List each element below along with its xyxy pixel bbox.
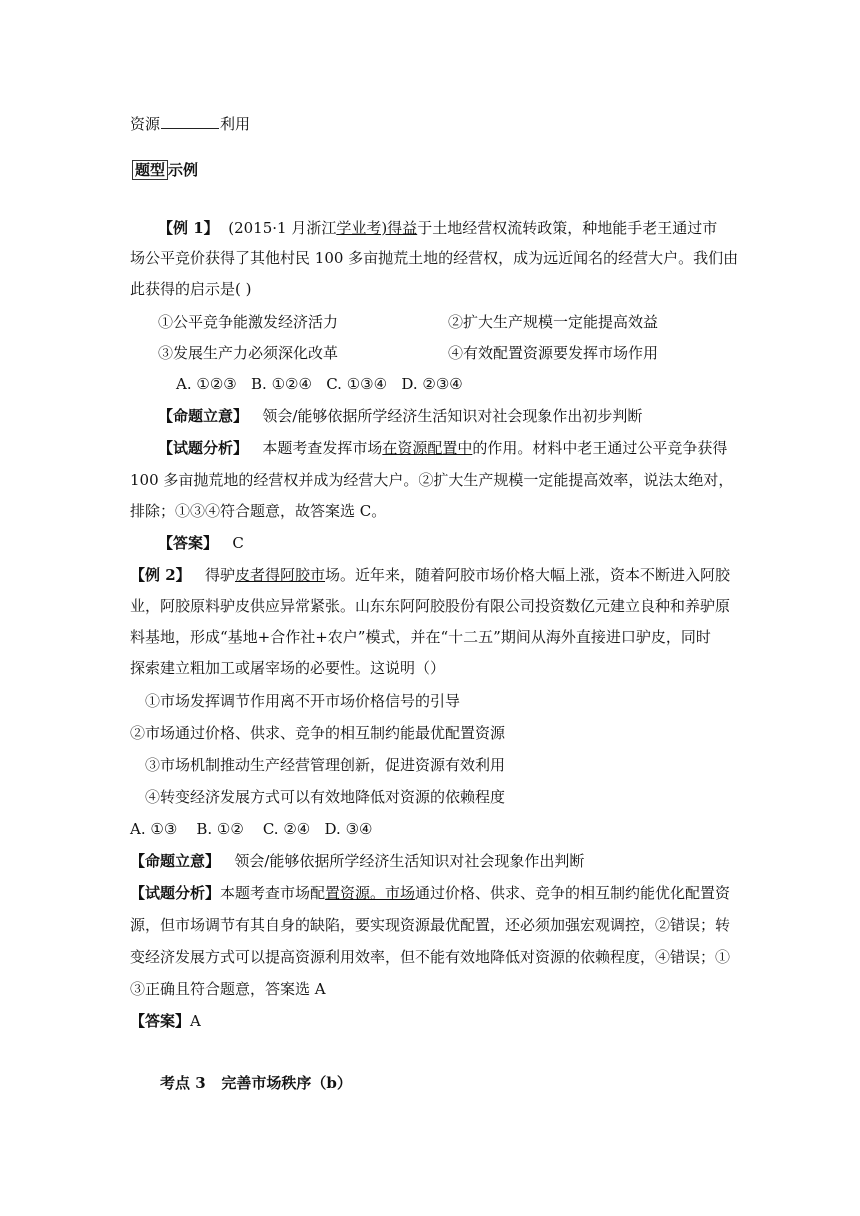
ex2-answer-tag: 【答案】 — [130, 1012, 191, 1030]
ex1-option-3: ③发展生产力必须深化改革 — [158, 344, 339, 362]
ex2-line4: 探索建立粗加工或屠宰场的必要性。这说明（） — [130, 659, 446, 677]
ex1-source-underlined: 学业考)得益 — [336, 219, 418, 237]
section-heading — [132, 160, 198, 180]
ex2-tag: 【例 2】 — [130, 566, 191, 584]
ex2-line2: 业，阿胶原料驴皮供应异常紧张。山东东阿阿胶股份有限公司投资数亿元建立良种和养驴原 — [130, 597, 731, 615]
ex1-intent-text: 领会/能够依据所学经济生活知识对社会现象作出初步判断 — [262, 407, 643, 425]
ex2-line1-b: 场。近年来，随着阿胶市场价格大幅上涨，资本不断进入阿胶 — [325, 566, 731, 584]
ex2-line1-underlined: 皮者得阿胶市 — [235, 566, 326, 584]
ex2-analysis-line2: 源，但市场调节有其自身的缺陷，要实现资源最优配置，还必须加强宏观调控，②错误；转 — [130, 916, 731, 934]
ex1-intent-tag: 【命题立意】 — [158, 407, 249, 425]
ex1-choices: A. ①②③ B. ①②④ C. ①③④ D. ②③④ — [176, 375, 463, 393]
ex2-analysis-underlined: 置资源。市场 — [325, 884, 416, 902]
ex2-intent-text: 领会/能够依据所学经济生活知识对社会现象作出判断 — [234, 852, 585, 870]
ex2-analysis-line1 — [130, 883, 730, 903]
ex2-intent-tag: 【命题立意】 — [130, 852, 221, 870]
ex2-analysis-line3: 变经济发展方式可以提高资源利用效率，但不能有效地降低对资源的依赖程度，④错误；① — [130, 948, 731, 966]
ex1-option-1: ①公平竞争能激发经济活力 — [158, 313, 339, 331]
ex1-analysis-underlined: 在资源配置中 — [382, 439, 473, 457]
ex1-analysis-line1 — [158, 438, 727, 458]
ex1-tag: 【例 1】 — [158, 219, 219, 237]
ex2-option-1: ①市场发挥调节作用离不开市场价格信号的引导 — [145, 692, 461, 710]
ex1-option-4: ④有效配置资源要发挥市场作用 — [448, 344, 659, 362]
ex2-analysis-b: 通过价格、供求、竞争的相互制约能优化配置资 — [415, 884, 731, 902]
kaodian-heading: 考点 3 完善市场秩序（b） — [160, 1074, 352, 1092]
ex2-choices: A. ①③ B. ①② C. ②④ D. ③④ — [130, 820, 373, 838]
ex2-option-4: ④转变经济发展方式可以有效地降低对资源的依赖程度 — [145, 788, 506, 806]
fill-blank — [161, 114, 219, 129]
ex1-analysis-tag: 【试题分析】 — [158, 439, 249, 457]
ex1-source: (2015·1 月浙江 — [228, 219, 337, 237]
ex1-analysis-line3: 排除；①③④符合题意，故答案选 C。 — [130, 502, 387, 520]
ex1-analysis-line2: 100 多亩抛荒地的经营权并成为经营大户。②扩大生产规模一定能提高效率，说法太绝对， — [130, 471, 734, 489]
ex1-option-2: ②扩大生产规模一定能提高效益 — [448, 313, 659, 331]
ex2-option-3: ③市场机制推动生产经营管理创新，促进资源有效利用 — [145, 756, 506, 774]
intro-before: 资源 — [130, 115, 161, 133]
ex1-line2: 场公平竞价获得了其他村民 100 多亩抛荒土地的经营权，成为远近闻名的经营大户。我们由 — [130, 249, 739, 267]
ex1-line1-rest: 于土地经营权流转政策，种地能手老王通过市 — [417, 219, 718, 237]
section-box-label: 题型 — [132, 160, 168, 180]
ex2-answer — [130, 1011, 201, 1031]
ex2-line1-a: 得驴 — [204, 566, 235, 584]
ex1-answer-tag: 【答案】 — [158, 534, 219, 552]
ex1-answer-value: C — [232, 534, 244, 552]
ex2-analysis-tag: 【试题分析】 — [130, 884, 221, 902]
ex2-answer-value: A — [190, 1012, 201, 1030]
ex2-intent — [130, 851, 584, 871]
ex1-analysis-b: 的作用。材料中老王通过公平竞争获得 — [472, 439, 728, 457]
ex2-option-2: ②市场通过价格、供求、竞争的相互制约能最优配置资源 — [130, 724, 506, 742]
ex1-intent — [158, 406, 642, 426]
intro-line — [130, 114, 250, 134]
ex2-line3: 料基地，形成“基地+合作社+农户”模式，并在“十二五”期间从海外直接进口驴皮，同时 — [130, 628, 711, 646]
ex1-line1 — [158, 218, 717, 238]
ex1-line3: 此获得的启示是( ) — [130, 280, 252, 298]
ex2-line1 — [130, 565, 730, 585]
ex2-analysis-line4: ③正确且符合题意，答案选 A — [130, 980, 326, 998]
ex1-answer — [158, 533, 244, 553]
ex2-analysis-a: 本题考查市场配 — [220, 884, 326, 902]
ex1-analysis-a: 本题考查发挥市场 — [262, 439, 383, 457]
intro-after: 利用 — [220, 115, 251, 133]
section-label: 示例 — [168, 161, 199, 179]
